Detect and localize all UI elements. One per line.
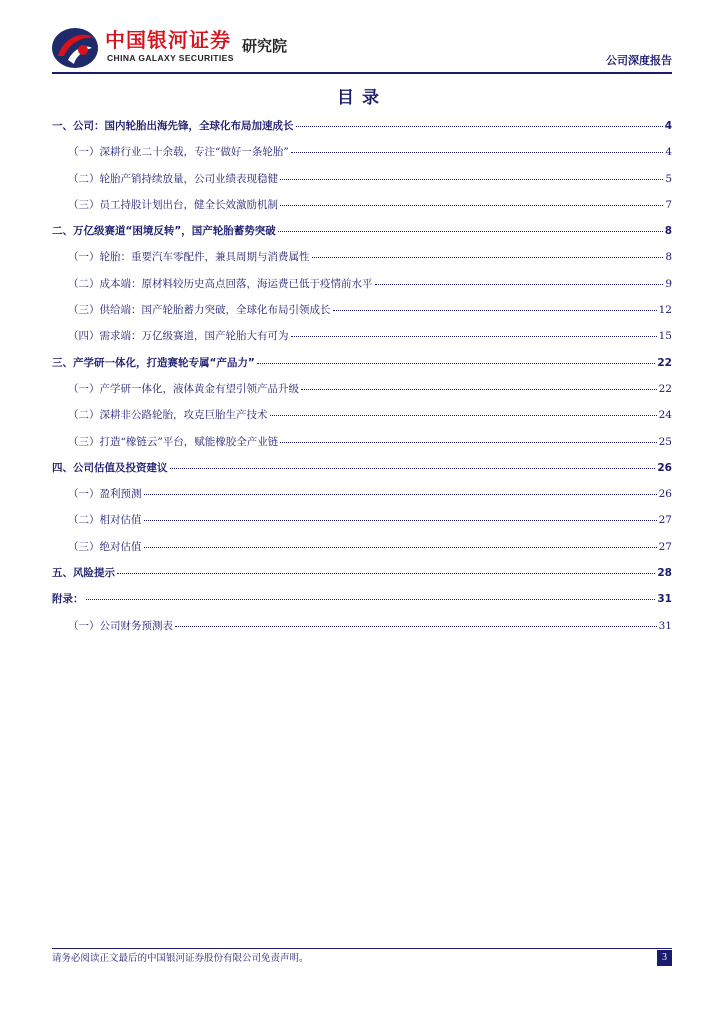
dot-leader [170, 468, 656, 469]
toc-page-number: 22 [657, 356, 672, 369]
toc-page-number: 7 [665, 198, 672, 211]
toc-entry-text: （二）深耕非公路轮胎，攻克巨胎生产技术 [68, 409, 268, 422]
toc-section-link[interactable] [52, 223, 672, 249]
toc-entry-text: （三）打造“橡链云”平台，赋能橡胶全产业链 [68, 435, 279, 448]
report-type-label: 公司深度报告 [606, 54, 672, 67]
toc-subsection-link[interactable] [52, 618, 672, 644]
toc-page-number: 9 [665, 277, 672, 290]
dot-leader [296, 126, 663, 127]
dot-leader [375, 284, 664, 285]
toc-entry-text: （一）产学研一体化，液体黄金有望引领产品升级 [68, 382, 299, 395]
toc-subsection-link[interactable] [52, 407, 672, 433]
toc-entry-text: （二）成本端：原材料较历史高点回落，海运费已低于疫情前水平 [68, 277, 373, 290]
footer-divider [52, 948, 672, 949]
dot-leader [144, 520, 657, 521]
toc-page-number: 26 [657, 461, 672, 474]
toc-subsection-link[interactable] [52, 197, 672, 223]
dot-leader [280, 442, 656, 443]
toc-subsection-link[interactable] [52, 486, 672, 512]
table-of-contents [52, 118, 672, 644]
toc-entry-text: （一）轮胎：重要汽车零配件，兼具周期与消费属性 [68, 251, 310, 264]
page-number: 3 [657, 950, 672, 966]
toc-page-number: 8 [664, 225, 672, 238]
toc-page-number: 27 [658, 540, 672, 553]
dot-leader [291, 336, 657, 337]
toc-entry-text: （三）供给端：国产轮胎蓄力突破，全球化布局引领成长 [68, 304, 331, 317]
toc-subsection-link[interactable] [52, 381, 672, 407]
toc-entry-text: （三）员工持股计划出台，健全长效激励机制 [68, 198, 278, 211]
toc-page-number: 4 [664, 120, 672, 132]
toc-page-number: 22 [658, 382, 672, 395]
toc-page-number: 24 [658, 409, 672, 422]
dot-leader [280, 205, 663, 206]
toc-section-link[interactable] [52, 118, 672, 144]
toc-subsection-link[interactable] [52, 276, 672, 302]
dot-leader [270, 415, 657, 416]
toc-subsection-link[interactable] [52, 144, 672, 170]
toc-entry-text: （一）盈利预测 [68, 488, 142, 501]
footer-disclaimer: 请务必阅读正文最后的中国银河证券股份有限公司免责声明。 [52, 953, 309, 964]
toc-page-number: 31 [658, 619, 672, 632]
toc-section-link[interactable] [52, 591, 672, 617]
dot-leader [144, 494, 657, 495]
toc-entry-text: 五、风险提示 [52, 567, 115, 580]
toc-section-link[interactable] [52, 460, 672, 486]
dot-leader [117, 573, 655, 574]
toc-entry-text: （一）深耕行业二十余载，专注“做好一条轮胎” [68, 146, 289, 159]
toc-page-number: 5 [665, 172, 672, 185]
dot-leader [291, 152, 664, 153]
toc-section-link[interactable] [52, 565, 672, 591]
dot-leader [175, 626, 657, 627]
toc-subsection-link[interactable] [52, 171, 672, 197]
toc-subsection-link[interactable] [52, 434, 672, 460]
institute-label: 研究院 [242, 37, 288, 55]
header-divider [52, 72, 672, 74]
toc-entry-text: （一）公司财务预测表 [68, 619, 173, 632]
toc-page-number: 26 [658, 488, 672, 501]
toc-entry-text: （二）轮胎产销持续放量，公司业绩表现稳健 [68, 172, 278, 185]
toc-page-number: 4 [665, 146, 672, 159]
toc-entry-text: （三）绝对估值 [68, 540, 142, 553]
dot-leader [257, 363, 656, 364]
toc-entry-text: （四）需求端：万亿级赛道，国产轮胎大有可为 [68, 330, 289, 343]
logo-chinese-name: 中国银河证券 [105, 28, 231, 52]
toc-page-number: 15 [658, 330, 672, 343]
toc-page-number: 12 [658, 304, 672, 317]
toc-entry-text: 一、公司：国内轮胎出海先锋，全球化布局加速成长 [52, 120, 294, 132]
toc-entry-text: （二）相对估值 [68, 514, 142, 527]
toc-page-number: 25 [658, 435, 672, 448]
toc-subsection-link[interactable] [52, 249, 672, 275]
page-header [0, 0, 724, 80]
toc-page-number: 28 [657, 567, 672, 580]
dot-leader [278, 231, 663, 232]
toc-entry-text: 二、万亿级赛道“困境反转”，国产轮胎蓄势突破 [52, 225, 276, 238]
toc-subsection-link[interactable] [52, 302, 672, 328]
dot-leader [86, 599, 656, 600]
toc-page-number: 31 [657, 593, 672, 606]
toc-entry-text: 附录： [52, 593, 84, 606]
toc-subsection-link[interactable] [52, 512, 672, 538]
dot-leader [333, 310, 657, 311]
toc-entry-text: 四、公司估值及投资建议 [52, 461, 168, 474]
dot-leader [144, 547, 657, 548]
toc-page-number: 8 [665, 251, 672, 264]
toc-subsection-link[interactable] [52, 539, 672, 565]
toc-entry-text: 三、产学研一体化，打造赛轮专属“产品力” [52, 356, 255, 369]
toc-title: 目录 [337, 88, 387, 108]
toc-subsection-link[interactable] [52, 328, 672, 354]
toc-section-link[interactable] [52, 355, 672, 381]
dot-leader [301, 389, 657, 390]
toc-page-number: 27 [658, 514, 672, 527]
logo-english-name: CHINA GALAXY SECURITIES [107, 53, 234, 63]
dot-leader [280, 179, 663, 180]
galaxy-logo-icon [50, 26, 100, 70]
dot-leader [312, 257, 664, 258]
